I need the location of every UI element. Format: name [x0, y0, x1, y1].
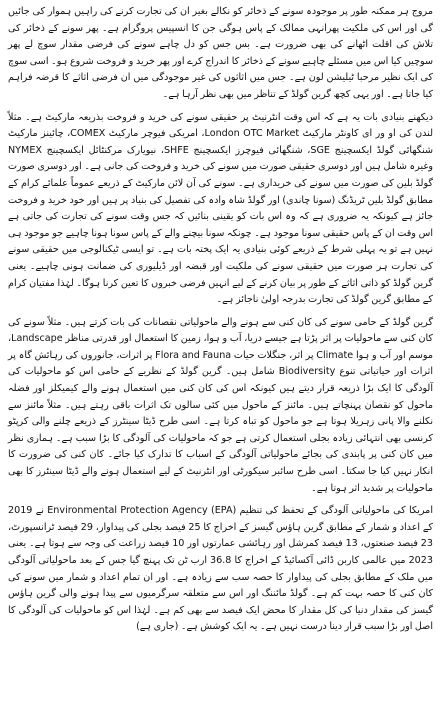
- paragraph-markets: دیکھنے بنیادی بات یہ ہے کہ اس وقت انٹرنیٹ پر حقیقی سونے کی خرید و فروخت بذریعہ مارکیٹ ہے۔ مثلاً لندن کی او ور ای کاونٹر مارکیٹ London OTC Market، امریکی فیوچر مارکیٹ COMEX، چائینز مارکیٹ شنگھائی گولڈ ایکسچینج SGE، شنگھائی فیوچرز ایکسچینج SHFE، نیویارک مرکنٹائل ایکسچینج NYMEX وغیرہ شامل ہیں اور دوسری حقیقی صورت میں سونے کی خرید و فروخت کی جانی ہے۔ اور دوسری صورت گولڈ بلین کی صورت میں سونے کی خریداری ہے۔ سونے کی آن لائن مارکیٹ کے ذریعے عموماً علمائے کرام کے مطابق گولڈ بلین ٹریڈنگ (سونا چاندی) اور گولڈ شاہ وادہ کی تفصیل کی بنیاد پر ہیں اور خود خرید و فروخت جائز ہے کیونکہ یہ ضروری ہے کہ وہ اس بات کو یقینی بنائیں کہ جس وقت سونے کی تجارت کی جاتی ہے اس وقت ان کے پاس حقیقی سونا موجود ہے۔ چونکہ سونا بیچنے والے کے پاس سونا ہونا چاہیے جو موجود ہی نہیں ہے تو یہ پہلی شرط کے ذریعے کوئی بنیادی یہ ایک پختہ بات ہے۔ تو ایسی ٹیکنالوجی میں حقیقی سونے کی تجارت ہر صورت میں حقیقی سونے کی ملکیت اور قبضہ اور ڈیلیوری کی ضمانت ہونی چاہیے۔ یعنی گرین گولڈ کو ذاتی اثاثے کے طور پر بیان کرنے کے لیے انہیں فرضی خبروں کا تعین کرنا ہوگا۔ لہٰذا مفتیان کرام کے مطابق گرین گولڈ کی تجارت بدرجہ اولیٰ ناجائز ہے۔: [8, 111, 433, 306]
- paragraph-epa: امریکا کی ماحولیاتی آلودگی کے تحفظ کی تنظیم Environmental Protection Agency (EPA) نے 2019 کے اعداد و شمار کے مطابق گرین ہاؤس گیسز کے اخراج کا 25 فیصد بجلی کی پیداوار، 29 فیصد ٹرانسپورٹ، 23 فیصد صنعتوں، 13 فیصد کمرشل اور رہائشی عمارتوں اور 10 فیصد زراعت کی وجہ سے ہوتا ہے۔ یعنی 2023 میں عالمی کاربن ڈائی آکسائیڈ کے اخراج کا 36.8 ارب ٹن تک پہنچ گیا جس کے بعد ماحولیاتی آلودگی میں ملک کے مطابق بجلی کی پیداوار کا حصہ سب سے زیادہ ہے۔ اور ان تمام اعداد و شمار میں سونے کی کان کنی کا حصہ بہت کم ہے۔ گولڈ مائننگ اور اس سے متعلقہ سرگرمیوں سے پیدا ہونے والی گرین ہاؤس گیسز کی مقدار دنیا کی کل مقدار کا محض ایک فیصد سے بھی کم ہے۔ لہٰذا اس کو ماحولیات کی آلودگی کا اصل اور بڑا سبب قرار دینا درست نہیں ہے۔ یہ ایک کوشش ہے۔ (جاری ہے): [8, 505, 434, 633]
- paragraph-environment: گرین گولڈ کے حامی سونے کی کان کنی سے ہونے والے ماحولیاتی نقصانات کی بات کرتے ہیں۔ مثلاً سونے کی کان کنی سے ماحولیات پر اثر پڑتا ہے جیسے دریا، آب و ہوا، زمین کا استعمال اور قدرتی مناظر Landscape، موسم اور آب و ہوا Climate پر اثر، جنگلات حیات Flora and Fauna پر اثرات، جانوروں کی رہائش گاہ پر اثرات اور حیاتیاتی تنوع Biodiversity شامل ہیں۔ گرین گولڈ کے نظریے کے حامی اس کو ماحولیات کی آلودگی کا ایک بڑا ذریعہ قرار دیتے ہیں کیونکہ اس کی کان کنی میں استعمال ہونے والے کیمیکلز اور فضلہ ماحول کو نقصان پہنچاتے ہیں۔ مائنز کے ماحول میں کئی سالوں تک اثرات باقی رہتے ہیں۔ مثلاً مائنز سے نکلنے والا پانی زہریلا ہوتا ہے جو ماحول کو تباہ کرتا ہے۔ اسی طرح ڈیٹا سینٹرز کے ذریعے چلنے والی کرپٹو کرنسی بھی انتہائی زیادہ بجلی استعمال کرتی ہے جو کہ ماحولیات کی آلودگی کا بڑا سبب ہے۔ ہماری نظر میں کان کنی پر پابندی کی بجائے ماحولیاتی آلودگی کے اسباب کا تدارک کیا جائے۔ کان کنی کی ضرورت کا انکار نہیں کیا جا سکتا۔ اسی طرح سائبر سیکورٹی اور انٹرنیٹ کے لیے استعمال ہونے والے ڈیٹا سینٹرز کا بھی ماحولیات پر شدید اثر ہوتا ہے۔: [8, 316, 433, 494]
- paragraph-intro: مروج ہر ممکنہ طور پر موجودہ سونے کے ذخائر کو نکالے بغیر ان کی تجارت کرنے کی راہیں ہموار کی جائیں گی اور اس کی ملکیت پھرانہی ممالک کے پاس ہوگی جن کا انسپیس پروگرام ہے۔ پھر سونے کے ذخائر کی تلاش کی اقلت اٹھانے کی بھی ضرورت ہے۔ بس جس کو دل چاہے سونے کی فرضی مقدار سوچ لے پھر سوچیں کیا اس میں مسئلے چاہیے سونے کے ذخائر کا اندراج کرے اور پھر خرید و فروخت شروع ہو۔ اسی سوچ کی ایک نظیر مرحبا ٹیلیشن لون ہے۔ جس میں اثاثوں کی غیر موجودگی میں ان فرضی اثاثے کا قرضہ فراہم کیا جاتا ہے۔ اور یہی کچھ گرین گولڈ کے تناظر میں بھی نظر آرہا ہے۔: [8, 6, 433, 100]
